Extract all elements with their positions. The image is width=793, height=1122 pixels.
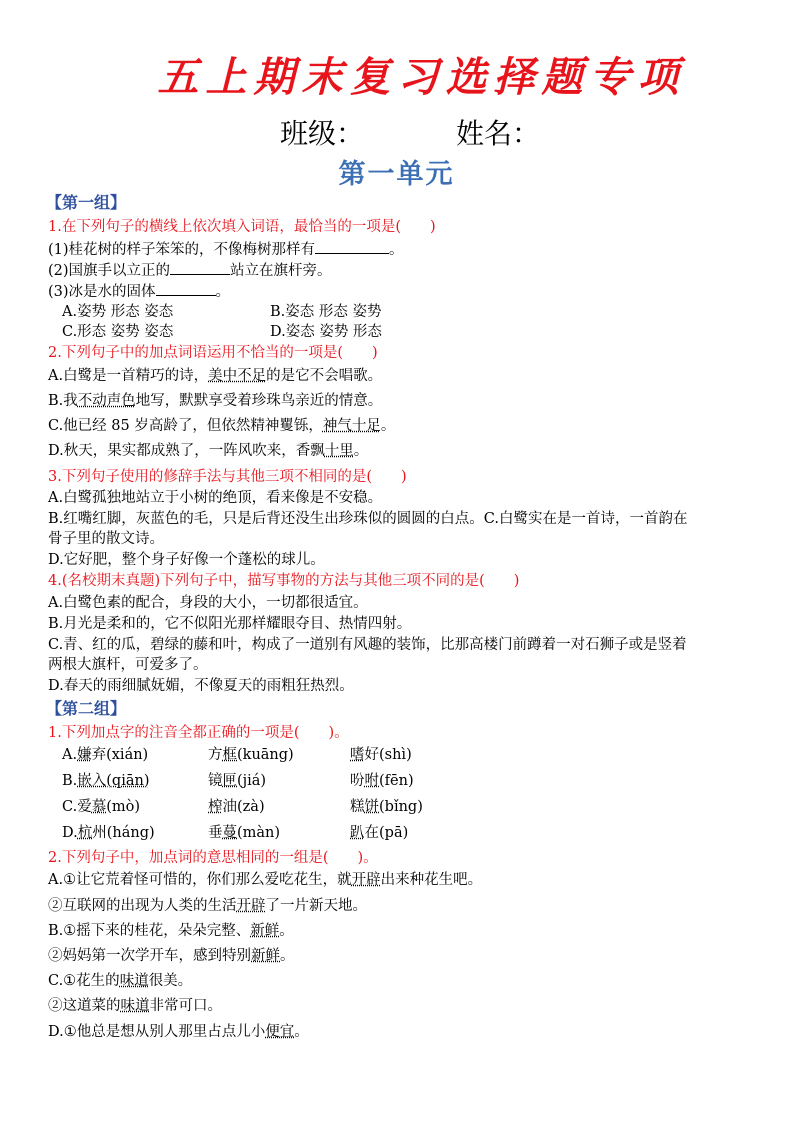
question-stem: 1.在下列句子的横线上依次填入词语，最恰当的一项是( ) (48, 219, 436, 235)
unit-title: 第一单元 (338, 159, 455, 190)
dotted-char: 嗜 (350, 747, 365, 763)
option: ②互联网的出现为人类的生活开辟了一片新天地。 (48, 898, 367, 914)
option: D.姿态 姿势 形态 (270, 324, 382, 340)
option: D.杭州(háng) (62, 825, 155, 841)
dotted-word: 新鲜 (251, 948, 280, 964)
option: B.姿态 形态 姿势 (270, 304, 382, 320)
dotted-word: 神气十足 (322, 418, 381, 434)
option-item: 镜匣(jiá) (208, 773, 267, 789)
option-item: 吩咐(fēn) (350, 773, 414, 789)
dotted-char: 蔓 (222, 825, 237, 841)
dotted-word: 味道 (119, 973, 149, 989)
option-item: 方框(kuāng) (208, 747, 294, 763)
option: C.形态 姿势 姿态 (62, 324, 174, 340)
option: C.爱慕(mò) (62, 799, 140, 815)
dotted-char: 嵌入(qiān) (77, 773, 150, 789)
dotted-word: 味道 (120, 998, 150, 1014)
option: A.白鹭孤独地站立于小树的绝顶，看来像是不安稳。 (48, 490, 383, 506)
option: A.①让它荒着怪可惜的，你们那么爱吃花生，就开辟出来种花生吧。 (48, 872, 483, 888)
option: D.春天的雨细腻妩媚，不像夏天的雨粗狂热烈。 (48, 678, 354, 694)
group-label: 【第一组】 (46, 193, 127, 212)
dotted-char: 饼 (364, 799, 379, 815)
answer-blank (170, 260, 230, 275)
option: A.姿势 形态 姿态 (62, 304, 174, 320)
option-item: 嗜好(shì) (350, 747, 412, 763)
option: B.我不动声色地写，默默享受着珍珠鸟亲近的情意。 (48, 393, 383, 409)
option: D.它好肥，整个身子好像一个蓬松的球儿。 (48, 552, 325, 568)
answer-blank (156, 281, 216, 296)
option-item: 趴在(pā) (350, 825, 409, 841)
dotted-word: 十里 (324, 443, 354, 459)
option: ②这道菜的味道非常可口。 (48, 998, 222, 1014)
dotted-char: 杭 (77, 825, 93, 841)
dotted-word: 开辟 (351, 872, 381, 888)
dotted-char: 趴 (350, 825, 365, 841)
dotted-char: 框 (222, 747, 237, 763)
option: B.①摇下来的桂花，朵朵完整、新鲜。 (48, 923, 294, 939)
option: 两根大旗杆，可爱多了。 (48, 657, 208, 673)
sentence: (2)国旗手以立正的 站立在旗杆旁。 (48, 260, 332, 281)
option: ②妈妈第一次学开车，感到特别新鲜。 (48, 948, 295, 964)
question-stem: 4.(名校期末真题)下列句子中，描写事物的方法与其他三项不同的是( ) (48, 573, 520, 589)
dotted-word: 美中不足 (208, 368, 267, 384)
class-label: 班级： (280, 117, 365, 150)
dotted-char: 匣 (222, 773, 237, 789)
dotted-word: 不动声色 (77, 393, 136, 409)
dotted-char: 咐 (364, 773, 379, 789)
option: D.秋天，果实都成熟了，一阵风吹来，香飘十里。 (48, 443, 369, 459)
dotted-word: 开辟 (236, 898, 266, 914)
option: B.嵌入(qiān) (62, 773, 150, 789)
dotted-word: 便宜 (265, 1024, 295, 1040)
name-label: 姓名： (456, 117, 541, 150)
option: A.嫌弃(xián) (62, 747, 149, 763)
dotted-char: 慕 (91, 799, 107, 815)
option: B.月光是柔和的，它不似阳光那样耀眼夺目、热情四射。 (48, 616, 412, 632)
option-item: 榨油(zà) (208, 799, 265, 815)
answer-blank (315, 239, 389, 254)
option: C.他已经 85 岁高龄了，但依然精神矍铄，神气十足。 (48, 418, 396, 434)
dotted-word: 新鲜 (250, 923, 280, 939)
option-item: 垂蔓(màn) (208, 825, 281, 841)
option: C.①花生的味道很美。 (48, 973, 193, 989)
question-stem: 2.下列句子中，加点词的意思相同的一组是( )。 (48, 850, 378, 866)
sentence: (1)桂花树的样子笨笨的，不像梅树那样有 。 (48, 239, 404, 260)
group-label: 【第二组】 (46, 699, 127, 718)
question-stem: 3.下列句子使用的修辞手法与其他三项不相同的是( ) (48, 469, 407, 485)
question-stem: 2.下列句子中的加点词语运用不恰当的一项是( ) (48, 345, 378, 361)
page-title: 五上期末复习选择题专项 (157, 53, 686, 101)
question-stem: 1.下列加点字的注音全都正确的一项是( )。 (48, 725, 349, 741)
option: D.①他总是想从别人那里占点儿小便宜。 (48, 1024, 309, 1040)
option: A.白鹭是一首精巧的诗，美中不足的是它不会唱歌。 (48, 368, 383, 384)
dotted-char: 嫌 (77, 747, 92, 763)
option: 骨子里的散文诗。 (48, 531, 164, 547)
option: B.红嘴红脚，灰蓝色的毛，只是后背还没生出珍珠似的圆圆的白点。C.白鹭实在是一首诗，一首韵在 (48, 511, 688, 527)
option: A.白鹭色素的配合，身段的大小，一切都很适宜。 (48, 595, 368, 611)
option-item: 糕饼(bǐng) (350, 799, 423, 815)
dotted-char: 榨 (208, 799, 223, 815)
sentence: (3)冰是水的固体 。 (48, 281, 230, 302)
option: C.青、红的瓜，碧绿的藤和叶，构成了一道别有风趣的装饰，比那高楼门前蹲着一对石狮子或是竖着 (48, 637, 687, 653)
